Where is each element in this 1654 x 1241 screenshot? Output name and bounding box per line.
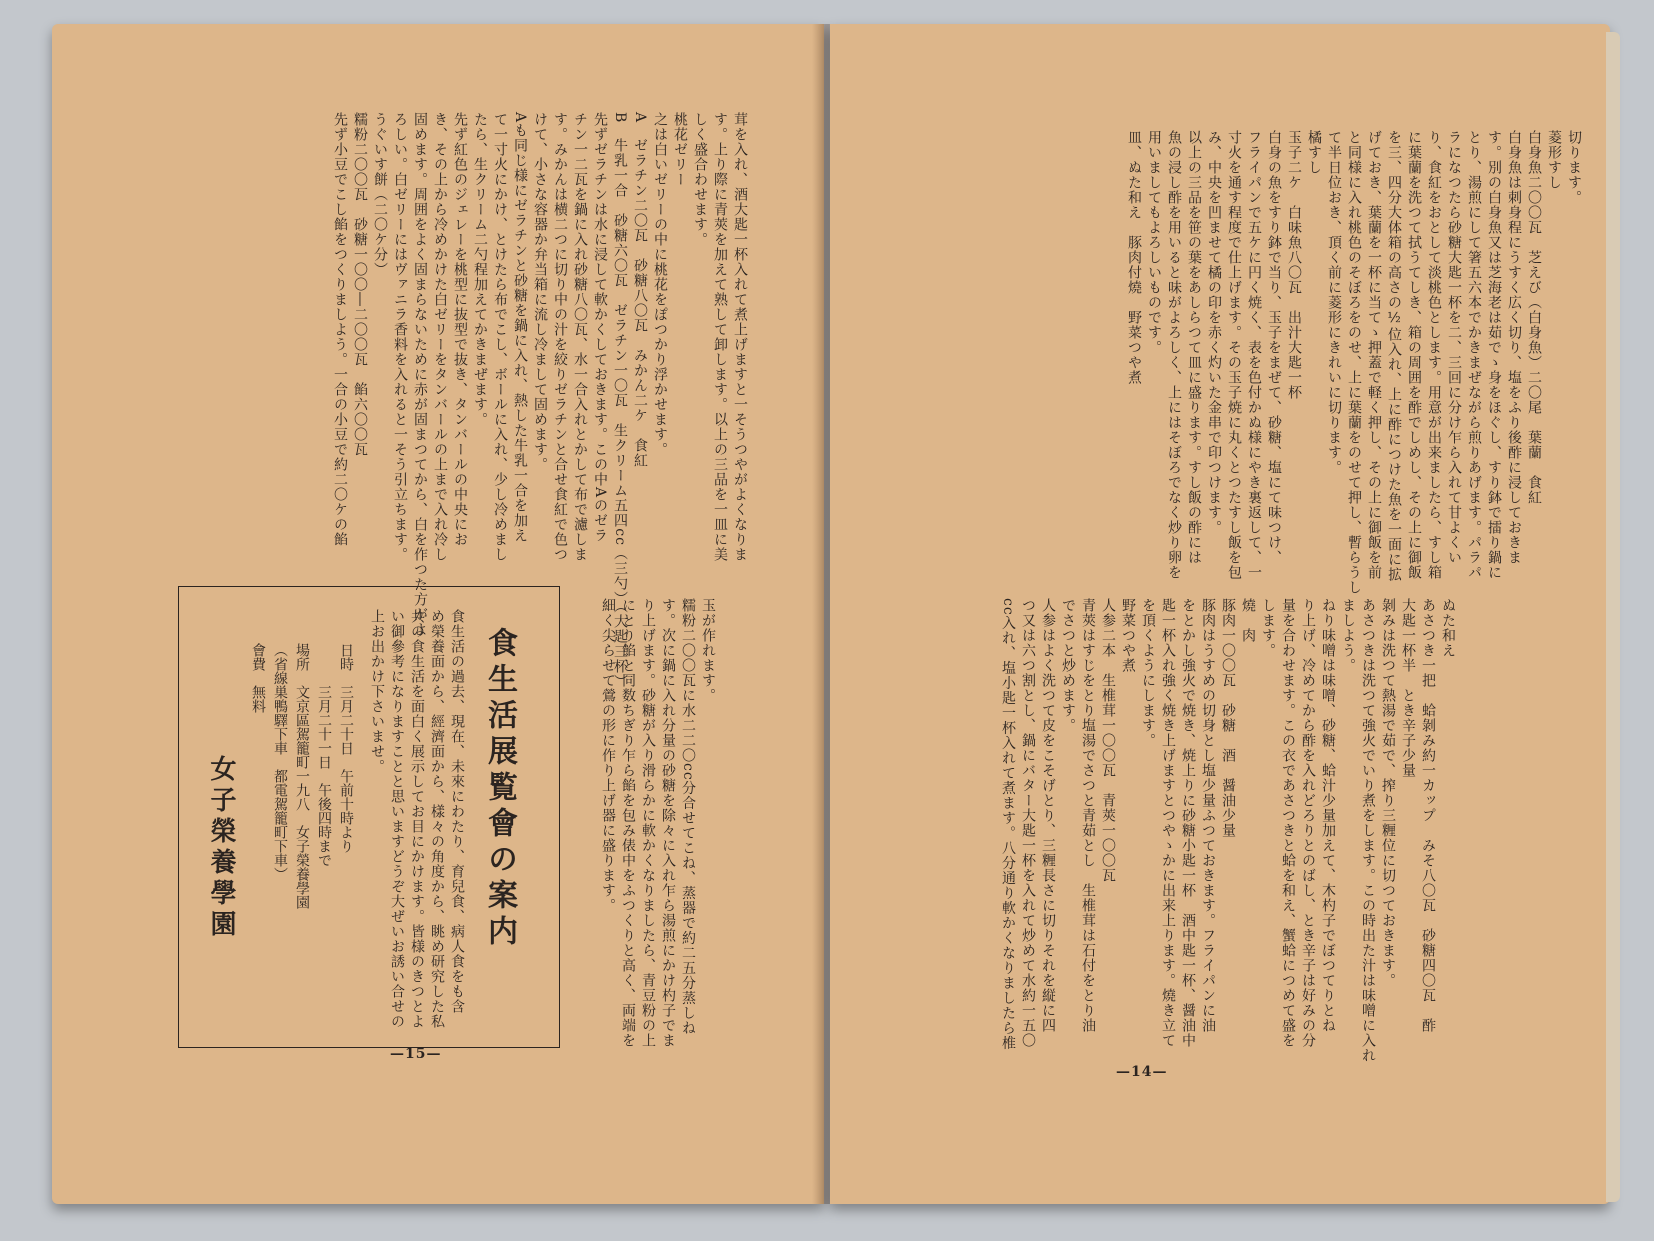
page-edges	[1606, 32, 1620, 1202]
page-number-14: —14—	[1116, 1064, 1168, 1080]
exhibition-notice-box	[178, 586, 560, 1048]
notice-organizer: 女子榮養學園	[206, 755, 236, 941]
left-upper-recipes: 茸を入れ、酒大匙一杯入れて煮上げますと一そうつやがよくなりま す。上り際に青莢を加えて熟して卸します。以上の三品を一皿に美 しく盛合わせます。 桃花ゼリー 之は白いゼリーの中に桃花をぽつかり浮かせます。 A ゼラチン二〇瓦 砂糖八〇瓦 みかん二ケ 食紅 B 牛乳一合 砂糖六〇瓦 ゼラチン一〇瓦 生クリーム五四cc（三勺）（大匙三杯） 先ずゼラチンは水に浸して軟かくしておきます。この中Aのゼラ チン一二瓦を鍋に入れ砂糖八〇瓦、水一合入れとかして布で濾しま す。みかんは横二つに切り中の汁を絞りゼラチンと合せ食紅で色つ けて、小さな容器か弁当箱に流し冷まして固めます。 Aも同じ様にゼラチンと砂糖を鍋に入れ、熱した牛乳一合を加え て一寸火にかけ、とけたら布でこし、ボールに入れ、少し冷めまし たら、生クリーム二勺程加えてかきまぜます。 先ず紅色のジェレーを桃型に抜型で抜き、タンバールの中央にお き、その上から冷めかけた白ゼリーをタンバールの上まで入れ冷し 固めます。周囲をよく固まらないために赤が固まつてから、白を作つた方がよ ろしい。白ゼリーにはヴァニラ香料を入れると一そう引立ちます。 うぐいす餅（二〇ケ分） 糯粉二〇〇瓦 砂糖一〇〇―二〇〇瓦 餡六〇〇瓦 先ず小豆でこし餡をつくりましよう。一合の小豆で約二〇ケの餡	[332, 112, 748, 689]
left-lower-recipe-continuation: 玉が作れます。 糯粉二〇〇瓦に水二二〇cc分合せてこね、蒸器で約二五分蒸しね す。次に鍋に入れ分量の砂糖を除々に入れ乍ら湯煎にかけ杓子でま り上げます。砂糖が入り滑らかに軟かくなりましたら、青豆粉の上 にとり餡と同数ちぎり乍ら餡を包み俵中をふつくりと高く、両端を 細く尖らせて鶯の形に作り上げ器に盛ります。	[600, 598, 716, 1048]
notice-title: 食生活展覧會の案内	[482, 627, 517, 951]
right-page	[830, 24, 1610, 1204]
notice-body: 食生活の過去、現在、未來にわたり、育兒食、病人食をも含 め榮養面から、經濟面から、樣々の角度から、眺め研究した私 共の食生活を面白く展示してお目にかけます。皆様のきつとよ い御參考になりますことと思いますどうぞ大ぜいお誘い合せの 上お出かけ下さいませ。	[369, 609, 465, 1029]
right-upper-recipes: 切ります。 菱形すし 白身魚二〇〇瓦 芝えび（白身魚）二〇尾 葉蘭 食紅 白身魚は刺身程にうすく広く切り、塩をふり後酢に浸しておきま す。別の白身魚又は芝海老は茹でゝ身をほぐし、すり鉢で擂り鍋に とり、湯煎にして箸五六本でかきまぜながら煎りあげます。パラパ ラになつたら砂糖大匙一杯を二、三回に分け乍ら入れて甘よくい り、食紅をおとして淡桃色とします。用意が出来ましたら、すし箱 に葉蘭を洗つて拭うてしき、箱の周囲を酢でしめし、その上に御飯 を三、四分大体箱の高さの½位入れ、上に酢につけた魚を一面に拡 げておき、葉蘭を一杯に当てゝ押蓋で軽く押し、その上に御飯を前 と同様に入れ桃色のそぼろをのせ、上に葉蘭をのせて押し、暫らうし て半日位おき、頂く前に菱形にきれいに切ります。 橘すし 玉子二ケ 白味魚八〇瓦 出汁大匙一杯 白身の魚をすり鉢で当り、玉子をまぜて、砂糖、塩にて味つけ、 フライパンで五ケに円く焼く、表を色付かぬ様にやき裏返して、一 寸火を通す程度で仕上げます。その玉子焼に丸くとつたすし飯を包 み、中央を凹ませて橘の印を赤く灼いた金串で印つけます。 以上の三品を笹の葉をあしらつて皿に盛ります。すし飯の酢には 魚の浸し酢を用いると味がよろしく、上にはそぼろでなく炒り卵を 用いましてもよろしいものです。 皿、ぬた和え 豚肉付燒 野菜つや煮	[1126, 130, 1582, 595]
page-number-15: —15—	[390, 1046, 442, 1062]
left-page	[52, 24, 824, 1204]
right-lower-recipes: ぬた和え あさつき一把 蛤剝み約一カップ みそ八〇瓦 砂糖四〇瓦 酢 大匙一杯半 とき辛子少量 剝みは洗つて熱湯で茹で、搾り三糎位に切つておきます。 あさつきは洗つて強火でいり煮をします。この時出た汁は味噌に入れ ましよう。 ねり味噌は味噌、砂糖、蛤汁少量加えて、木杓子でぼつてりとね り上げ、冷めてから酢を入れどろりとのばし、とき辛子は好みの分 量を合わせます。この衣であさつきと蛤を和え、蟹蛤につめて盛を します。 燒 肉 豚肉一〇〇瓦 砂糖 酒 醤油少量 豚肉はうすめの切身とし塩少量ふつておきます。フライパンに油 をとかし強火で焼き、焼上りに砂糖小匙一杯 酒中匙一杯、醤油中 匙一杯入れ強く焼き上げますとつやゝかに出来上ります。燒き立て を頂くようにします。 野菜つや煮 人参二本 生椎茸一〇〇瓦 青莢一〇〇瓦 青莢はすじをとり塩湯でさつと青茹とし 生椎茸は石付をとり油 でさつと炒めます。 人参はよく洗つて皮をこそげとり、三糎長さに切りそれを縦に四 つ又は六つ割とし、鍋にバター大匙一杯を入れて炒めて水約一五〇 cc入れ、塩小匙一杯入れて煮ます。八分通り軟かくなりましたら椎	[1000, 598, 1456, 1063]
notice-details: 日時 三月二十日 午前十時より 三月二十一日 午後四時まで 場所 文京區駕籠町一九八 女子榮養學園 （省線巣鴨驛下車 都電駕籠町下車） 會費 無料	[250, 643, 354, 909]
